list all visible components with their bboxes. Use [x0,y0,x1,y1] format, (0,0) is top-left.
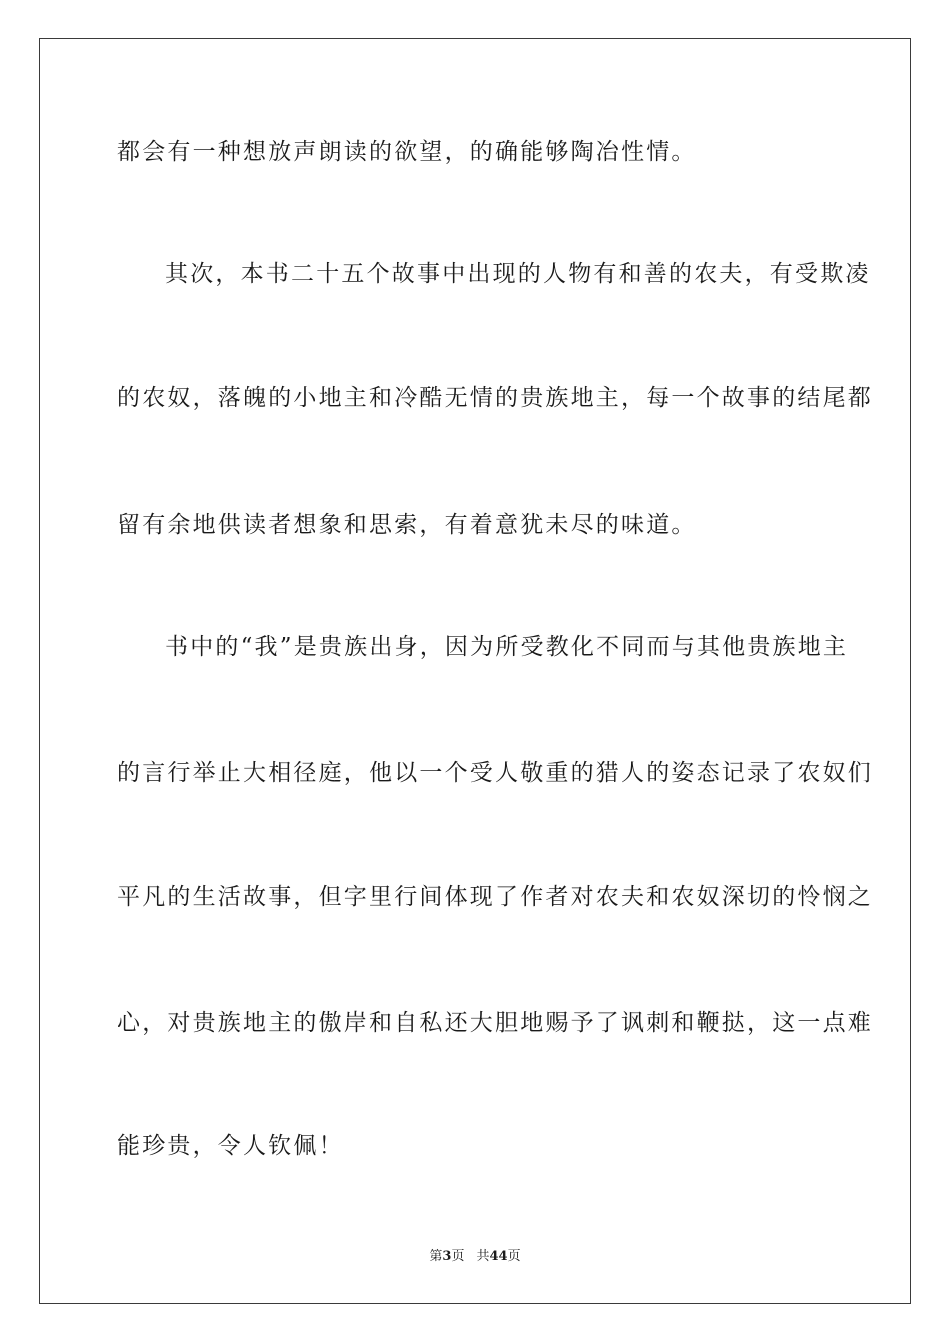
text-line-4: 留有余地供读者想象和思索，有着意犹未尽的味道。 [117,512,697,538]
page-footer [0,1248,950,1266]
footer-total-pages: 44 [489,1249,508,1264]
footer-page-number: 3 [442,1249,452,1264]
text-line-7: 平凡的生活故事，但字里行间体现了作者对农夫和农奴深切的怜悯之 [117,884,873,910]
text-line-1: 都会有一种想放声朗读的欲望，的确能够陶冶性情。 [117,139,697,165]
text-line-2: 其次，本书二十五个故事中出现的人物有和善的农夫，有受欺凌 [165,261,871,287]
footer-total-suffix: 页 [507,1249,521,1264]
footer-page-suffix: 页 [451,1249,465,1264]
text-line-3: 的农奴，落魄的小地主和冷酷无情的贵族地主，每一个故事的结尾都 [117,385,873,411]
text-line-5: 书中的“我”是贵族出身，因为所受教化不同而与其他贵族地主 [165,634,849,660]
text-line-8: 心，对贵族地主的傲岸和自私还大胆地赐予了讽刺和鞭挞，这一点难 [117,1010,873,1036]
text-line-9: 能珍贵，令人钦佩！ [117,1133,344,1159]
page-border [39,38,911,1304]
text-line-6: 的言行举止大相径庭，他以一个受人敬重的猎人的姿态记录了农奴们 [117,760,873,786]
footer-page-prefix: 第 [429,1249,443,1264]
footer-total-prefix: 共 [476,1249,490,1264]
